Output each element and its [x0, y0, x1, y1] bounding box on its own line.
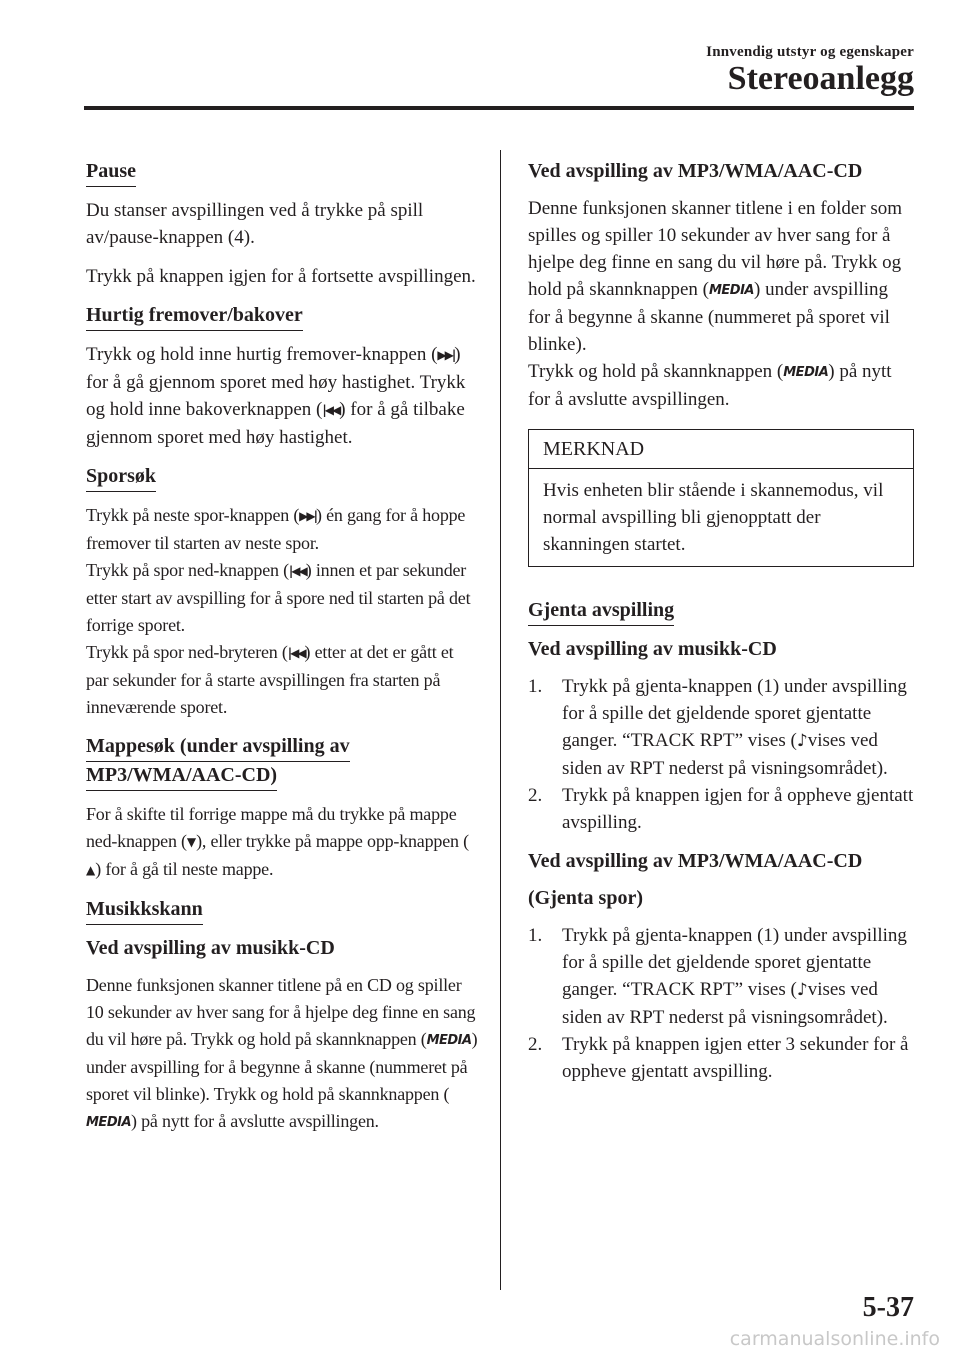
chapter-label: Innvendig utstyr og egenskaper — [706, 44, 914, 60]
subheading-mp3-scan: Ved avspilling av MP3/WMA/AAC-CD — [528, 160, 863, 182]
music-note-icon: ♪ — [796, 731, 808, 751]
left-column — [86, 158, 478, 1148]
note-box — [528, 429, 914, 567]
subheading-repeat-music-cd: Ved avspilling av musikk-CD — [528, 638, 777, 660]
paragraph-mp3-scan-1: Denne funksjonen skanner titlene i en folder som spilles og spiller 10 sekunder av hver sang for å hjelpe deg finne en sang du vil høre på. Trykk og hold på skannknappen (MEDIA) under avspilling for å begynne å skanne (nummeret på sporet vil blinke). — [528, 198, 903, 355]
watermark: carmanualsonline.info — [729, 1328, 940, 1350]
note-title: MERKNAD — [529, 430, 913, 469]
paragraph-folder-search: For å skifte til forrige mappe må du trykke på mappe ned-knappen (▼), eller trykke på mappe opp-knappen (▲) for å gå til neste mappe. — [86, 801, 478, 884]
page-number: 5-37 — [862, 1292, 914, 1323]
repeat-cd-steps — [528, 673, 914, 836]
folder-down-icon: ▼ — [186, 835, 197, 849]
page-title: Stereoanlegg — [727, 60, 914, 97]
section-heading-folder-search-1: Mappesøk (under avspilling av — [86, 733, 350, 762]
subheading-repeat-mp3: Ved avspilling av MP3/WMA/AAC-CD — [528, 850, 863, 872]
paragraph-track-3: Trykk på spor ned-bryteren (|◀◀) etter at det er gått et par sekunder for å starte avspillingen fra starten på inneværende sporet. — [86, 642, 454, 717]
list-item: 1. Trykk på gjenta-knappen (1) under avspilling for å spille det gjeldende sporet gjentatte ganger. “TRACK RPT” vises (♪vises ved siden av RPT nederst på visningsområdet). — [528, 676, 907, 779]
paragraph-music-scan: Denne funksjonen skanner titlene på en CD og spiller 10 sekunder av hver sang for å hjelpe deg finne en sang du vil høre på. Trykk og hold på skannknappen (MEDIA) under avspilling for å begynne å skanne (nummeret på sporet vil blinke). Trykk og hold på skannknappen (MEDIA) på nytt for å avslutte avspillingen. — [86, 972, 478, 1136]
note-text: Hvis enheten blir stående i skannemodus, vil normal avspilling bli gjenopptatt der skanningen startet. — [543, 480, 884, 555]
list-item: 2. Trykk på knappen igjen for å oppheve gjentatt avspilling. — [528, 785, 914, 833]
list-item: 1. Trykk på gjenta-knappen (1) under avspilling for å spille det gjeldende sporet gjentatte ganger. “TRACK RPT” vises (♪vises ved siden av RPT nederst på visningsområdet). — [528, 925, 907, 1028]
rewind-icon: |◀◀ — [322, 403, 340, 417]
music-note-icon: ♪ — [796, 980, 808, 1000]
section-heading-track-search: Sporsøk — [86, 463, 156, 492]
media-button-icon: MEDIA — [783, 365, 829, 380]
section-heading-fast-forward: Hurtig fremover/bakover — [86, 302, 303, 331]
paragraph-fast-forward: Trykk og hold inne hurtig fremover-knappen (▶▶|) for å gå gjennom sporet med høy hastighet. Trykk og hold inne bakoverknappen (|◀◀) for å gå tilbake gjennom sporet med høy hastighet. — [86, 344, 466, 448]
media-button-icon: MEDIA — [86, 1115, 132, 1130]
media-button-icon: MEDIA — [708, 283, 754, 298]
section-heading-pause: Pause — [86, 158, 136, 187]
next-track-icon: ▶▶| — [299, 509, 316, 523]
previous-track-icon: |◀◀ — [288, 564, 306, 578]
column-divider — [500, 150, 501, 1290]
paragraph-track-1: Trykk på neste spor-knappen (▶▶|) én gang for å hoppe fremover til starten av neste spor. — [86, 505, 466, 553]
list-item: 2. Trykk på knappen igjen etter 3 sekunder for å oppheve gjentatt avspilling. — [528, 1034, 909, 1082]
header-rule — [84, 106, 914, 110]
fast-forward-icon: ▶▶| — [437, 348, 455, 362]
previous-track-icon: |◀◀ — [287, 646, 305, 660]
subheading-music-cd: Ved avspilling av musikk-CD — [86, 937, 335, 959]
paragraph-pause-1: Du stanser avspillingen ved å trykke på spill av/pause-knappen (4). — [86, 200, 424, 248]
section-heading-music-scan: Musikkskann — [86, 896, 203, 925]
media-button-icon: MEDIA — [426, 1033, 472, 1048]
paragraph-pause-2: Trykk på knappen igjen for å fortsette avspillingen. — [86, 266, 476, 287]
subheading-repeat-track: (Gjenta spor) — [528, 887, 643, 909]
repeat-mp3-steps — [528, 922, 914, 1085]
paragraph-track-2: Trykk på spor ned-knappen (|◀◀) innen et par sekunder etter start av avspilling for å spore ned til starten på det forrige sporet. — [86, 560, 471, 635]
section-heading-folder-search-2: MP3/WMA/AAC-CD) — [86, 762, 277, 791]
folder-up-icon: ▲ — [86, 863, 96, 877]
section-heading-repeat: Gjenta avspilling — [528, 597, 674, 626]
right-column — [528, 158, 914, 1097]
paragraph-mp3-scan-2: Trykk og hold på skannknappen (MEDIA) på nytt for å avslutte avspillingen. — [528, 361, 892, 410]
